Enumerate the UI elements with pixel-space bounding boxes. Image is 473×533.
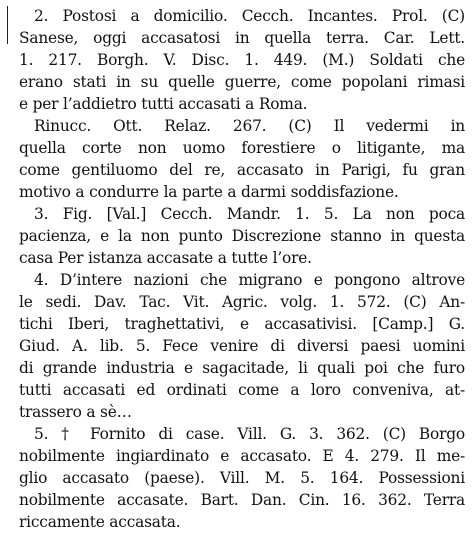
text-line: tichi Iberi, traghettativi, e accasativisi. [Camp.] G. — [19, 315, 465, 333]
text-line: erano stati in su quelle guerre, come popolani rimasi — [19, 73, 465, 91]
text-line: come gentiluomo del re, accasato in Parigi, fu gran — [19, 161, 465, 179]
text-line: nobilmente ingiardinato e accasato. E 4. 279. Il me- — [19, 447, 465, 465]
text-line: Rinucc. Ott. Relaz. 267. (C) Il vedermi in — [34, 117, 465, 135]
text-line: trassero a sè… — [19, 403, 132, 421]
text-line: quella corte non uomo forestiere o litigante, ma — [19, 139, 465, 157]
text-line: nobilmente accasate. Bart. Dan. Cin. 16. 362. Terra — [19, 491, 465, 509]
margin-rule — [7, 6, 8, 44]
text-line: motivo a condurre la parte a darmi soddisfazione. — [19, 183, 399, 201]
text-line: 3. Fig. [Val.] Cecch. Mandr. 1. 5. La non poca — [34, 205, 465, 223]
text-line: 4. D’intere nazioni che migrano e pongono altrove — [34, 271, 465, 289]
text-line: riccamente accasata. — [19, 513, 181, 531]
text-line: Sanese, oggi accasatosi in quella terra. Car. Lett. — [19, 29, 465, 47]
text-line: le sedi. Dav. Tac. Vit. Agric. volg. 1. 572. (C) An- — [19, 293, 465, 311]
text-line: pacienza, e la non punto Discrezione stanno in questa — [19, 227, 465, 245]
text-line: casa Per istanza accasate a tutte l’ore. — [19, 249, 312, 267]
text-line: 5. † Fornito di case. Vill. G. 3. 362. (C) Borgo — [34, 425, 465, 443]
text-line: Giud. A. lib. 5. Fece venire di diversi paesi uomini — [19, 337, 465, 355]
text-line: 2. Postosi a domicilio. Cecch. Incantes. Prol. (C) — [34, 7, 465, 25]
text-line: e per l’addietro tutti accasati a Roma. — [19, 95, 308, 113]
text-line: glio accasato (paese). Vill. M. 5. 164. Possessioni — [19, 469, 465, 487]
text-line: 1. 217. Borgh. V. Disc. 1. 449. (M.) Soldati che — [19, 51, 465, 69]
text-line: tutti accasati ed ordinati come a loro conveniva, at- — [19, 381, 465, 399]
text-line: di grande industria e sagacitade, li quali poi che furo — [19, 359, 465, 377]
